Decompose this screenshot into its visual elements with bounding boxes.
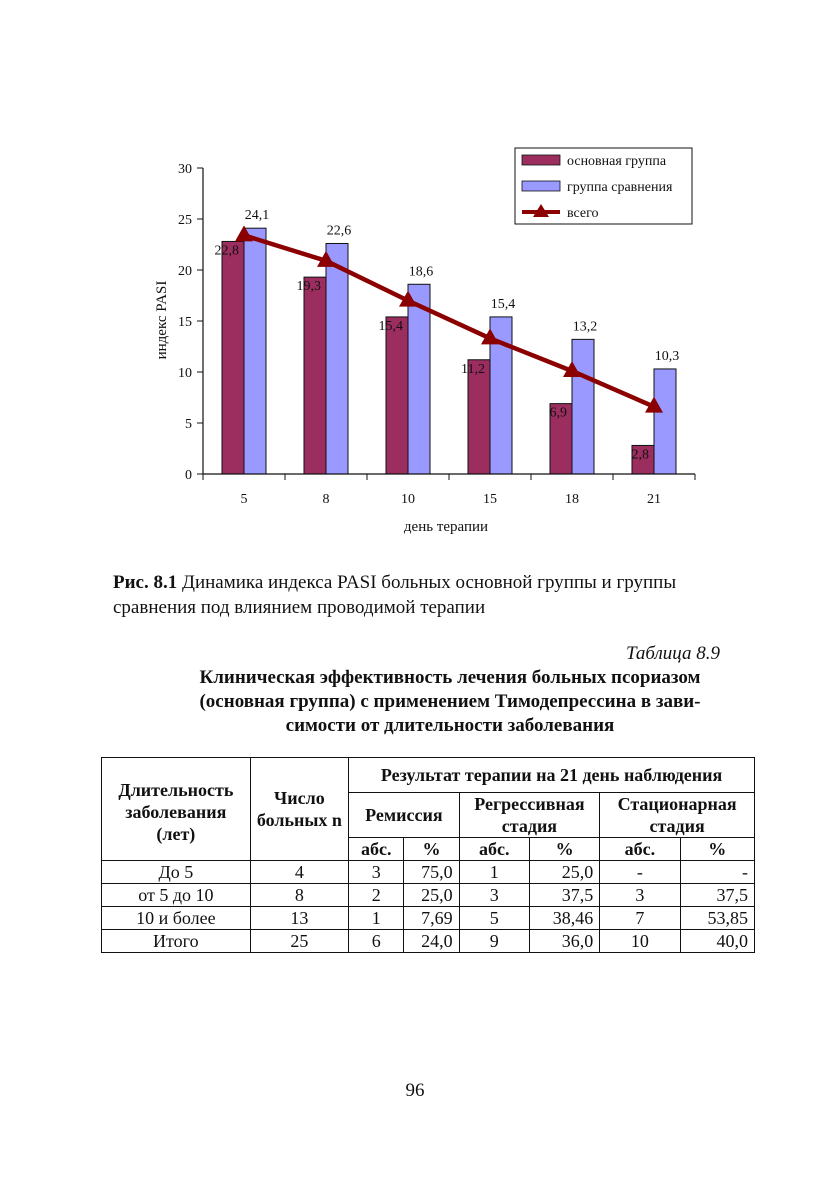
bar-comparison-group: [408, 284, 430, 474]
table-cell: Итого: [102, 930, 251, 953]
table-cell: от 5 до 10: [102, 884, 251, 907]
y-tick-label: 15: [178, 315, 192, 330]
bar-value-label: 6,9: [549, 405, 567, 421]
legend-swatch-main: [522, 155, 560, 165]
bars: [222, 228, 676, 474]
x-axis-ticks: [203, 474, 695, 507]
figure-caption-text: Динамика индекса PASI больных основной группы и группы сравнения под влиянием проводимой терапии: [113, 572, 677, 618]
header-regressive: Регрессивная стадия: [459, 793, 600, 838]
table-cell: 25: [250, 930, 348, 953]
header-duration: Длительность заболевания (лет): [102, 758, 251, 861]
table-cell: 6: [349, 930, 404, 953]
y-tick-label: 10: [178, 366, 192, 381]
table-row: [102, 861, 755, 884]
legend-label-comparison: группа сравнения: [567, 180, 673, 195]
bar-comparison-group: [572, 339, 594, 474]
legend-label-main: основная группа: [567, 154, 667, 169]
header-count: Число больных n: [250, 758, 348, 861]
y-axis-label: индекс PASI: [154, 280, 170, 360]
table-title: Клиническая эффективность лечения больных псориазом (основная группа) с применением Тимодепрессина в зави-симости от длительности заболевания: [199, 667, 701, 736]
table-cell: 53,85: [680, 907, 754, 930]
legend: [515, 148, 692, 224]
table-cell: 1: [459, 861, 529, 884]
table-row: [102, 930, 755, 953]
table-cell: 7: [600, 907, 680, 930]
y-axis-ticks: [178, 162, 203, 483]
legend-label-total: всего: [567, 206, 599, 221]
table-cell: 36,0: [529, 930, 599, 953]
header-abs: абс.: [459, 838, 529, 861]
legend-swatch-comparison: [522, 181, 560, 191]
bar-main-group: [468, 360, 490, 474]
bar-value-label: 18,6: [408, 264, 434, 280]
table-cell: 24,0: [404, 930, 459, 953]
header-abs: абс.: [349, 838, 404, 861]
table-cell: 25,0: [404, 884, 459, 907]
bar-value-label: 22,6: [326, 223, 352, 239]
header-abs: абс.: [600, 838, 680, 861]
table-cell: 10: [600, 930, 680, 953]
table-cell: 5: [459, 907, 529, 930]
bar-comparison-group: [654, 369, 676, 474]
table-cell: 9: [459, 930, 529, 953]
bar-main-group: [386, 317, 408, 474]
results-table: [101, 757, 755, 953]
bar-value-label: 19,3: [296, 279, 321, 295]
table-cell: 3: [459, 884, 529, 907]
page-number: 96: [405, 1080, 425, 1101]
table-cell: -: [680, 861, 754, 884]
table-cell: 3: [349, 861, 404, 884]
table-number: Таблица 8.9: [626, 643, 720, 664]
x-tick-label: 21: [647, 492, 661, 507]
table-cell: 37,5: [529, 884, 599, 907]
table-cell: До 5: [102, 861, 251, 884]
x-tick-label: 18: [565, 492, 579, 507]
table-cell: -: [600, 861, 680, 884]
pasi-chart: [0, 0, 830, 560]
table-row: [102, 907, 755, 930]
bar-value-label: 15,4: [378, 318, 403, 334]
header-pct: %: [680, 838, 754, 861]
x-tick-label: 5: [240, 492, 248, 507]
header-pct: %: [404, 838, 459, 861]
bar-value-label: 10,3: [654, 348, 680, 364]
table-cell: 8: [250, 884, 348, 907]
bar-value-label: 15,4: [490, 296, 516, 312]
y-tick-label: 20: [178, 264, 192, 279]
x-axis-label: день терапии: [403, 519, 489, 535]
table-cell: 7,69: [404, 907, 459, 930]
header-pct: %: [529, 838, 599, 861]
table-cell: 37,5: [680, 884, 754, 907]
x-tick-label: 15: [483, 492, 497, 507]
x-tick-label: 8: [322, 492, 330, 507]
figure-caption: [113, 570, 733, 620]
y-tick-label: 5: [185, 417, 192, 432]
x-tick-label: 10: [401, 492, 415, 507]
bar-comparison-group: [244, 228, 266, 474]
y-tick-label: 30: [178, 162, 192, 177]
total-line: [235, 225, 663, 412]
bar-main-group: [222, 241, 244, 474]
table-cell: 2: [349, 884, 404, 907]
table-cell: 25,0: [529, 861, 599, 884]
table-row: [102, 884, 755, 907]
header-result: Результат терапии на 21 день наблюдения: [349, 758, 755, 793]
bar-value-label: 24,1: [244, 208, 270, 224]
header-stationary: Стационарная стадия: [600, 793, 755, 838]
table-cell: 1: [349, 907, 404, 930]
bar-value-label: 13,2: [572, 319, 598, 335]
header-remission: Ремиссия: [349, 793, 460, 838]
bar-value-label: 2,8: [631, 447, 649, 463]
table-cell: 75,0: [404, 861, 459, 884]
table-cell: 4: [250, 861, 348, 884]
table-cell: 13: [250, 907, 348, 930]
bar-comparison-group: [326, 243, 348, 474]
bar-value-label: 11,2: [461, 361, 485, 377]
y-tick-label: 25: [178, 213, 192, 228]
bar-main-group: [304, 277, 326, 474]
y-tick-label: 0: [185, 468, 192, 483]
figure-caption-label: Рис. 8.1: [113, 572, 178, 593]
table-cell: 10 и более: [102, 907, 251, 930]
table-cell: 38,46: [529, 907, 599, 930]
bar-value-label: 22,8: [214, 243, 239, 259]
table-cell: 3: [600, 884, 680, 907]
table-cell: 40,0: [680, 930, 754, 953]
